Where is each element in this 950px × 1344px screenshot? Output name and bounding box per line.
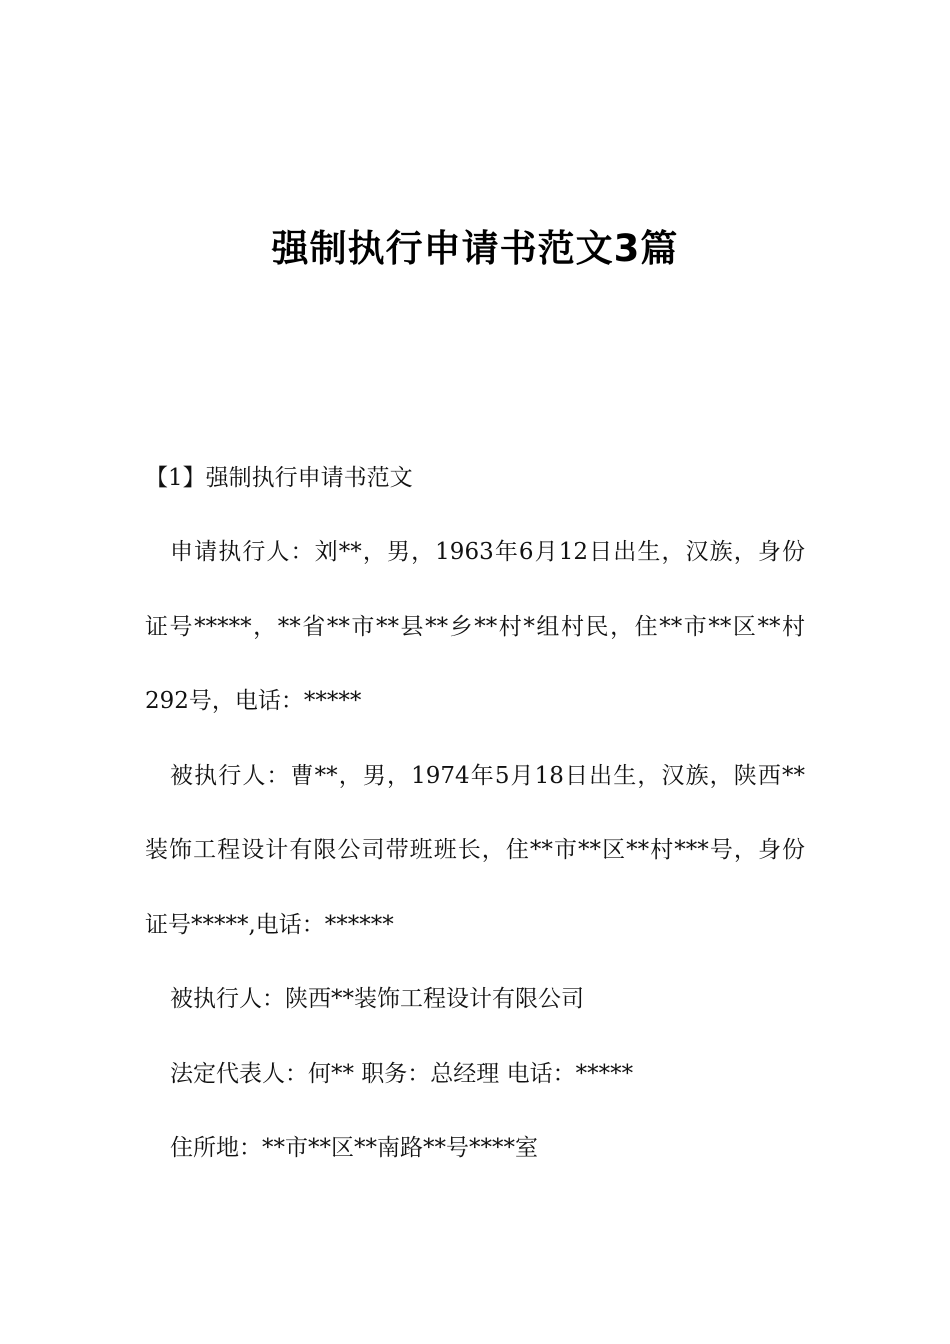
respondent-person-line-1: 被执行人：曹**，男，1974年5月18日出生，汉族，陕西** bbox=[170, 763, 805, 789]
address-line: 住所地：**市**区**南路**号****室 bbox=[170, 1135, 538, 1161]
legal-representative-line: 法定代表人：何** 职务：总经理 电话：***** bbox=[170, 1061, 634, 1087]
respondent-person-line-2: 装饰工程设计有限公司带班班长，住**市**区**村***号，身份 bbox=[145, 837, 805, 863]
document-title: 强制执行申请书范文3篇 bbox=[271, 227, 679, 270]
section-heading: 【1】强制执行申请书范文 bbox=[145, 465, 413, 491]
applicant-line-3: 292号，电话：***** bbox=[145, 688, 362, 714]
respondent-person-line-3: 证号*****,电话：****** bbox=[145, 912, 394, 938]
respondent-company-line: 被执行人：陕西**装饰工程设计有限公司 bbox=[170, 986, 584, 1012]
applicant-line-1: 申请执行人：刘**，男，1963年6月12日出生，汉族，身份 bbox=[170, 539, 805, 565]
applicant-line-2: 证号*****，**省**市**县**乡**村*组村民，住**市**区**村 bbox=[145, 614, 805, 640]
